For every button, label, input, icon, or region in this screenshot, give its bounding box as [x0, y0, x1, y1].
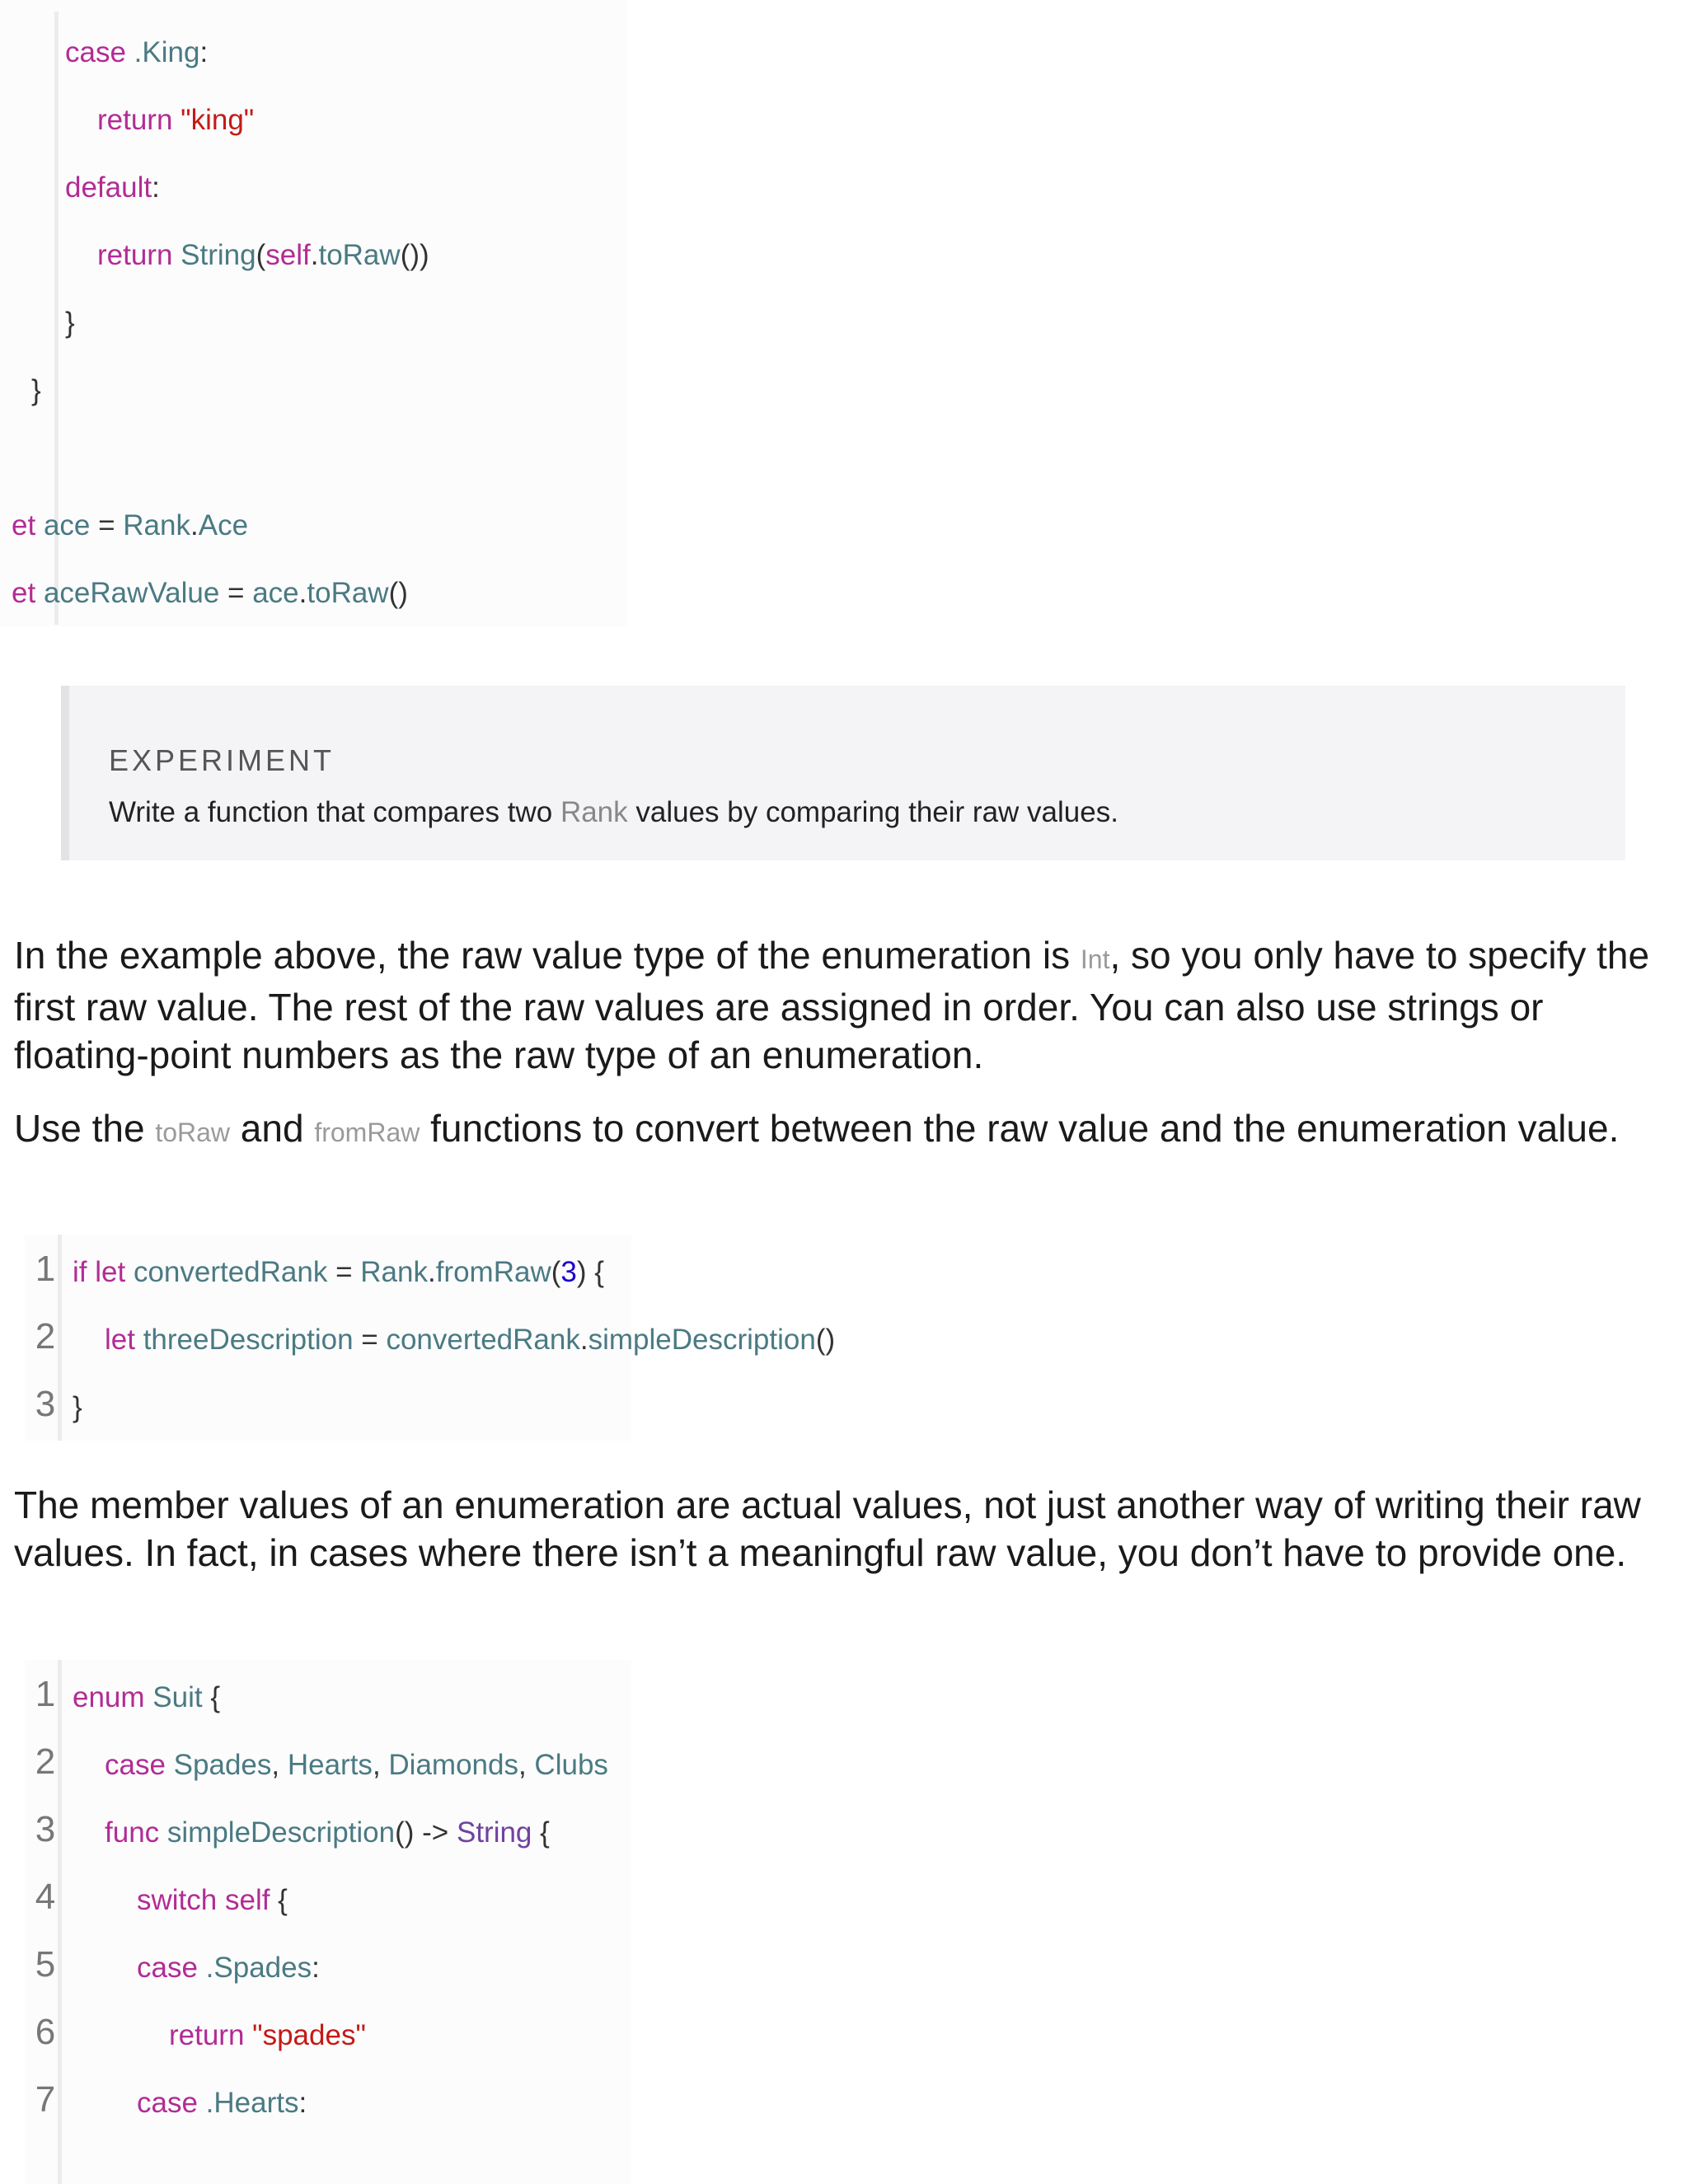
- code-identifier: Spades: [173, 1749, 272, 1781]
- code-keyword: case: [137, 2087, 198, 2119]
- code-punct: {: [532, 1816, 550, 1849]
- code-line: [73, 1680, 220, 1716]
- experiment-callout: [61, 686, 1625, 860]
- code-line: [105, 1747, 608, 1783]
- code-keyword: self: [224, 1884, 270, 1916]
- code-keyword: return: [169, 2019, 245, 2051]
- code-keyword: default: [65, 171, 152, 204]
- code-gutter: [58, 1235, 62, 1441]
- code-punct: (: [256, 239, 266, 271]
- code-punct: {: [270, 1884, 288, 1916]
- code-line: [73, 1254, 604, 1291]
- code-identifier: .Hearts: [205, 2087, 299, 2119]
- paragraph-text: The member values of an enumeration are actual values, not just another way of writing their raw values. In fact, in cases where there isn’t a meaningful raw value, you don’t have to provide one.: [14, 1483, 1641, 1574]
- code-keyword: et: [12, 577, 36, 609]
- code-identifier: .Spades: [205, 1952, 312, 1984]
- experiment-text: [109, 796, 1118, 829]
- code-punct: =: [90, 509, 124, 541]
- code-line: [65, 170, 160, 206]
- line-number: 5: [35, 1944, 56, 1985]
- code-line: [105, 1815, 550, 1851]
- code-line: [12, 575, 408, 612]
- code-line: [137, 1882, 288, 1919]
- code-identifier: fromRaw: [435, 1256, 551, 1288]
- paragraph-text: In the example above, the raw value type of the enumeration is: [14, 934, 1081, 977]
- code-punct: () ->: [395, 1816, 457, 1849]
- code-type: String: [456, 1816, 532, 1849]
- experiment-text-part: values by comparing their raw values.: [627, 796, 1118, 828]
- line-number: 1: [35, 1674, 56, 1714]
- code-identifier: String: [181, 239, 256, 271]
- code-identifier: Diamonds: [388, 1749, 518, 1781]
- code-keyword: case: [137, 1952, 198, 1984]
- code-punct: :: [152, 171, 160, 204]
- code-line: [105, 1322, 835, 1358]
- code-line: [97, 237, 429, 274]
- code-line: }: [31, 374, 41, 406]
- code-keyword: case: [105, 1749, 166, 1781]
- code-punct: .: [298, 577, 307, 609]
- paragraph-text: functions to convert between the raw value and the enumeration value.: [420, 1107, 1620, 1150]
- code-identifier: toRaw: [307, 577, 389, 609]
- code-identifier: Rank: [123, 509, 190, 541]
- code-punct: :: [312, 1952, 320, 1984]
- code-keyword: let: [105, 1324, 135, 1356]
- code-identifier: Rank: [360, 1256, 428, 1288]
- code-keyword: func: [105, 1816, 160, 1849]
- experiment-text-part: Write a function that compares two: [109, 796, 560, 828]
- code-punct: =: [219, 577, 253, 609]
- line-number: 2: [35, 1741, 56, 1782]
- code-gutter: [58, 1660, 62, 2184]
- code-keyword: enum: [73, 1681, 145, 1713]
- code-line: [65, 35, 208, 71]
- code-punct: :: [199, 36, 209, 68]
- paragraph-toraw-fromraw: [14, 1104, 1679, 1156]
- code-identifier: ace: [252, 577, 299, 609]
- inline-code: toRaw: [155, 1118, 231, 1147]
- code-identifier: ace: [43, 509, 91, 541]
- code-identifier: Clubs: [534, 1749, 608, 1781]
- code-punct: (): [388, 577, 408, 609]
- inline-code: fromRaw: [314, 1118, 420, 1147]
- code-line: [169, 2018, 366, 2054]
- code-punct: .: [190, 509, 199, 541]
- code-identifier: .King: [134, 36, 200, 68]
- paragraph-member-values: [14, 1481, 1679, 1577]
- code-identifier: convertedRank: [386, 1324, 580, 1356]
- code-keyword: et: [12, 509, 36, 541]
- line-number: 7: [35, 2079, 56, 2120]
- line-number: 2: [35, 1316, 56, 1357]
- code-keyword: return: [97, 104, 173, 136]
- code-punct: ) {: [576, 1256, 604, 1288]
- code-block-fromraw: [25, 1235, 836, 1441]
- code-block-rank: [0, 0, 626, 626]
- code-string: "spades": [252, 2019, 366, 2051]
- code-line: [12, 508, 248, 544]
- code-line: [137, 2085, 307, 2121]
- code-number: 3: [560, 1256, 577, 1288]
- code-keyword: self: [265, 239, 311, 271]
- code-line: }: [73, 1391, 82, 1423]
- code-keyword: if let: [73, 1256, 126, 1288]
- code-punct: ,: [372, 1749, 389, 1781]
- code-block-suit: [25, 1660, 631, 2184]
- code-identifier: simpleDescription: [166, 1816, 396, 1849]
- code-keyword: switch: [137, 1884, 218, 1916]
- line-number: 3: [35, 1384, 56, 1424]
- code-identifier: threeDescription: [143, 1324, 354, 1356]
- code-punct: (: [551, 1256, 561, 1288]
- code-identifier: toRaw: [318, 239, 401, 271]
- paragraph-text: and: [230, 1107, 315, 1150]
- code-punct: .: [427, 1256, 436, 1288]
- paragraph-text: Use the: [14, 1107, 156, 1150]
- code-punct: =: [327, 1256, 361, 1288]
- code-string: "king": [181, 104, 255, 136]
- code-punct: (): [815, 1324, 836, 1356]
- line-number: 1: [35, 1249, 56, 1289]
- code-punct: {: [202, 1681, 221, 1713]
- code-line: [97, 102, 254, 138]
- paragraph-raw-value-type: [14, 931, 1679, 1079]
- code-identifier: Suit: [152, 1681, 203, 1713]
- code-punct: ()): [400, 239, 429, 271]
- paragraph-text: , so you only have to specify the first raw value. The rest of the raw values are assigned in order. You can also use strings or floating-point numbers as the raw type of an enumeration.: [14, 934, 1650, 1076]
- code-identifier: simpleDescription: [588, 1324, 816, 1356]
- inline-code: Int: [1080, 944, 1110, 974]
- code-identifier: convertedRank: [133, 1256, 328, 1288]
- line-number: 4: [35, 1877, 56, 1917]
- code-line: }: [65, 307, 75, 339]
- line-number: 6: [35, 2012, 56, 2052]
- code-punct: ,: [271, 1749, 288, 1781]
- inline-code: Rank: [560, 796, 628, 828]
- code-punct: ,: [518, 1749, 535, 1781]
- code-identifier: aceRawValue: [43, 577, 220, 609]
- code-identifier: Ace: [198, 509, 249, 541]
- code-line: [137, 1950, 320, 1986]
- code-identifier: Hearts: [287, 1749, 373, 1781]
- code-keyword: case: [65, 36, 126, 68]
- code-keyword: return: [97, 239, 173, 271]
- code-punct: :: [298, 2087, 307, 2119]
- code-punct: .: [579, 1324, 588, 1356]
- code-punct: =: [353, 1324, 387, 1356]
- code-punct: .: [310, 239, 319, 271]
- experiment-title: EXPERIMENT: [109, 743, 335, 777]
- line-number: 3: [35, 1809, 56, 1849]
